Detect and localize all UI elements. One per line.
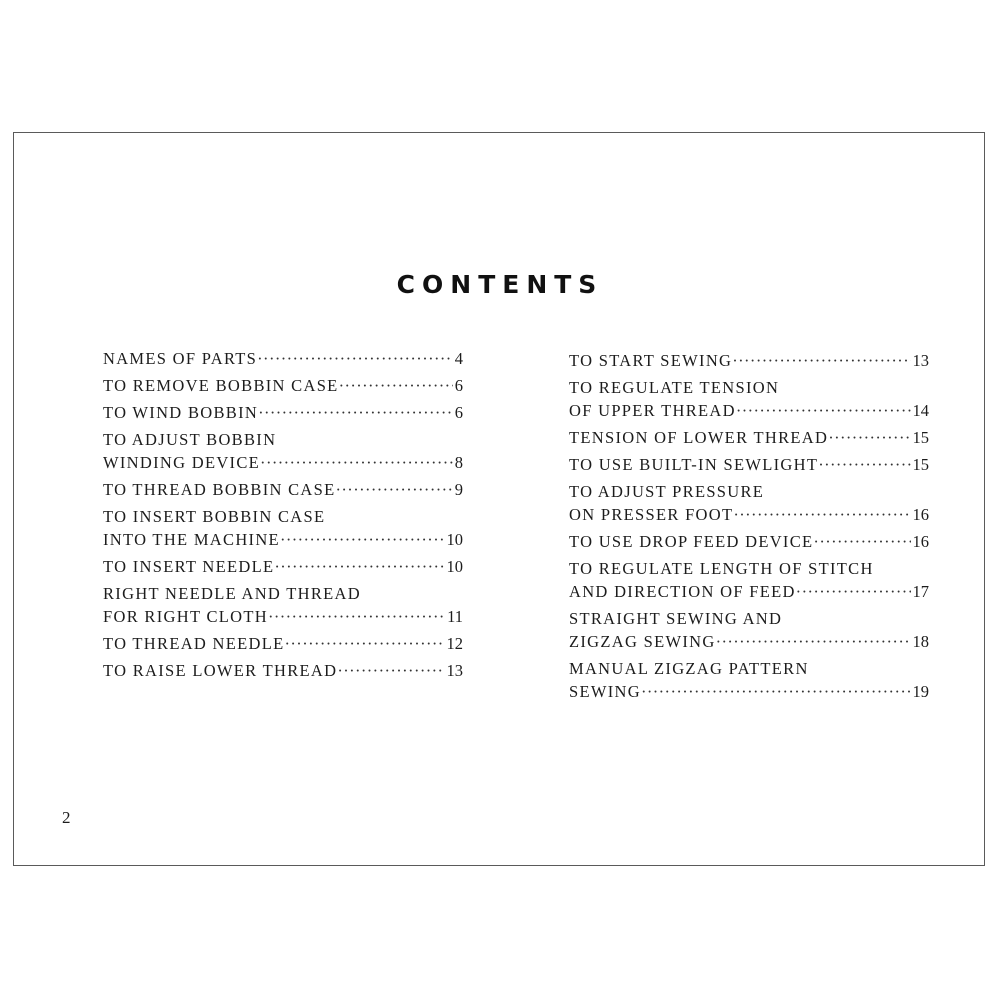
toc-entry-line xyxy=(569,630,929,653)
toc-entry-page: 13 xyxy=(446,661,463,680)
dot-leader xyxy=(818,453,910,476)
toc-entry xyxy=(569,453,929,476)
toc-entry-title: TO REGULATE TENSION xyxy=(569,378,780,397)
toc-entry-title: WINDING DEVICE xyxy=(103,453,261,472)
toc-entry-line xyxy=(103,451,463,474)
toc-entry-title: TO ADJUST PRESSURE xyxy=(569,482,765,501)
toc-entry-page: 11 xyxy=(447,607,463,626)
toc-entry-page: 18 xyxy=(912,632,929,651)
toc-entry xyxy=(103,347,463,370)
toc-entry xyxy=(103,505,463,551)
toc-entry-title: TO INSERT BOBBIN CASE xyxy=(103,507,326,526)
toc-entry-line xyxy=(103,528,463,551)
dot-leader xyxy=(736,399,911,422)
toc-entry-line xyxy=(569,680,929,703)
toc-entry-title: TO START SEWING xyxy=(569,351,733,370)
toc-entry-line xyxy=(569,657,929,680)
toc-entry-title: TO ADJUST BOBBIN xyxy=(103,430,277,449)
toc-entry-line xyxy=(103,605,463,628)
toc-entry-page: 15 xyxy=(912,428,929,447)
dot-leader xyxy=(268,605,445,628)
dot-leader xyxy=(274,555,444,578)
dot-leader xyxy=(280,528,445,551)
toc-entry-title: STRAIGHT SEWING AND xyxy=(569,609,783,628)
dot-leader xyxy=(641,680,911,703)
toc-entry-title: NAMES OF PARTS xyxy=(103,349,258,368)
toc-entry xyxy=(569,657,929,703)
toc-entry-line xyxy=(569,426,929,449)
toc-entry-page: 14 xyxy=(912,401,929,420)
dot-leader xyxy=(796,580,911,603)
toc-entry-line xyxy=(103,401,463,424)
dot-leader xyxy=(716,630,911,653)
toc-entry-title: INTO THE MACHINE xyxy=(103,530,280,549)
toc-entry-page: 12 xyxy=(446,634,463,653)
toc-entry xyxy=(103,478,463,501)
toc-entry-page: 4 xyxy=(454,349,463,368)
toc-entry-line xyxy=(103,659,463,682)
toc-entry xyxy=(103,374,463,397)
toc-entry xyxy=(569,480,929,526)
toc-entry xyxy=(103,401,463,424)
toc-entry-page: 19 xyxy=(912,682,929,701)
dot-leader xyxy=(813,530,910,553)
toc-entry-line xyxy=(569,530,929,553)
dot-leader xyxy=(828,426,910,449)
toc-entry-line xyxy=(569,399,929,422)
toc-entry xyxy=(103,555,463,578)
toc-entry-line xyxy=(569,607,929,630)
toc-entry-title: MANUAL ZIGZAG PATTERN xyxy=(569,659,809,678)
dot-leader xyxy=(336,478,453,501)
toc-entry xyxy=(103,659,463,682)
toc-entry-title: TO WIND BOBBIN xyxy=(103,403,259,422)
toc-entry xyxy=(103,582,463,628)
toc-entry-page: 16 xyxy=(912,505,929,524)
toc-entry-line xyxy=(103,428,463,451)
toc-entry-page: 6 xyxy=(454,376,463,395)
toc-entry-page: 10 xyxy=(446,530,463,549)
toc-entry-title: TO THREAD NEEDLE xyxy=(103,634,285,653)
toc-entry-line xyxy=(569,453,929,476)
toc-entry-title: TO USE BUILT-IN SEWLIGHT xyxy=(569,455,819,474)
toc-entry-page: 9 xyxy=(454,480,463,499)
dot-leader xyxy=(285,632,445,655)
toc-entry-title: ON PRESSER FOOT xyxy=(569,505,734,524)
dot-leader xyxy=(733,503,910,526)
toc-entry-page: 16 xyxy=(912,532,929,551)
toc-entry-title: TO USE DROP FEED DEVICE xyxy=(569,532,814,551)
toc-entry-title: ZIGZAG SEWING xyxy=(569,632,716,651)
toc-entry-title: TO INSERT NEEDLE xyxy=(103,557,275,576)
toc-entry-page: 10 xyxy=(446,557,463,576)
toc-entry xyxy=(103,428,463,474)
toc-entry-line xyxy=(569,503,929,526)
dot-leader xyxy=(337,659,444,682)
toc-entry xyxy=(569,349,929,372)
dot-leader xyxy=(339,374,453,397)
toc-entry-title: RIGHT NEEDLE AND THREAD xyxy=(103,584,361,603)
toc-entry xyxy=(569,607,929,653)
dot-leader xyxy=(258,401,453,424)
toc-entry-line xyxy=(103,374,463,397)
toc-entry xyxy=(569,426,929,449)
toc-entry-line xyxy=(103,582,463,605)
toc-entry-line xyxy=(569,480,929,503)
toc-entry-line xyxy=(569,557,929,580)
toc-entry-line xyxy=(569,349,929,372)
toc-entry-line xyxy=(103,505,463,528)
toc-entry-title: AND DIRECTION OF FEED xyxy=(569,582,796,601)
toc-entry-page: 8 xyxy=(454,453,463,472)
toc-entry-title: OF UPPER THREAD xyxy=(569,401,736,420)
page-number: 2 xyxy=(62,808,71,827)
dot-leader xyxy=(260,451,453,474)
dot-leader xyxy=(732,349,910,372)
toc-entry-title: SEWING xyxy=(569,682,641,701)
toc-entry-title: TO REMOVE BOBBIN CASE xyxy=(103,376,339,395)
toc-entry-title: TENSION OF LOWER THREAD xyxy=(569,428,829,447)
toc-entry-line xyxy=(103,478,463,501)
toc-entry-line xyxy=(569,580,929,603)
page-title: CONTENTS xyxy=(396,270,604,299)
toc-entry-line xyxy=(569,376,929,399)
toc-entry-title: FOR RIGHT CLOTH xyxy=(103,607,268,626)
dot-leader xyxy=(257,347,453,370)
toc-entry-line xyxy=(103,555,463,578)
toc-left-column xyxy=(103,347,463,686)
toc-entry-line xyxy=(103,632,463,655)
toc-entry-line xyxy=(103,347,463,370)
toc-entry-title: TO RAISE LOWER THREAD xyxy=(103,661,338,680)
toc-entry xyxy=(569,376,929,422)
toc-entry-page: 6 xyxy=(454,403,463,422)
toc-entry-page: 17 xyxy=(912,582,929,601)
toc-entry-title: TO REGULATE LENGTH OF STITCH xyxy=(569,559,874,578)
toc-entry-page: 13 xyxy=(912,351,929,370)
toc-entry xyxy=(569,557,929,603)
toc-entry-page: 15 xyxy=(912,455,929,474)
toc-entry xyxy=(103,632,463,655)
toc-right-column xyxy=(569,349,929,707)
toc-entry xyxy=(569,530,929,553)
toc-entry-title: TO THREAD BOBBIN CASE xyxy=(103,480,336,499)
